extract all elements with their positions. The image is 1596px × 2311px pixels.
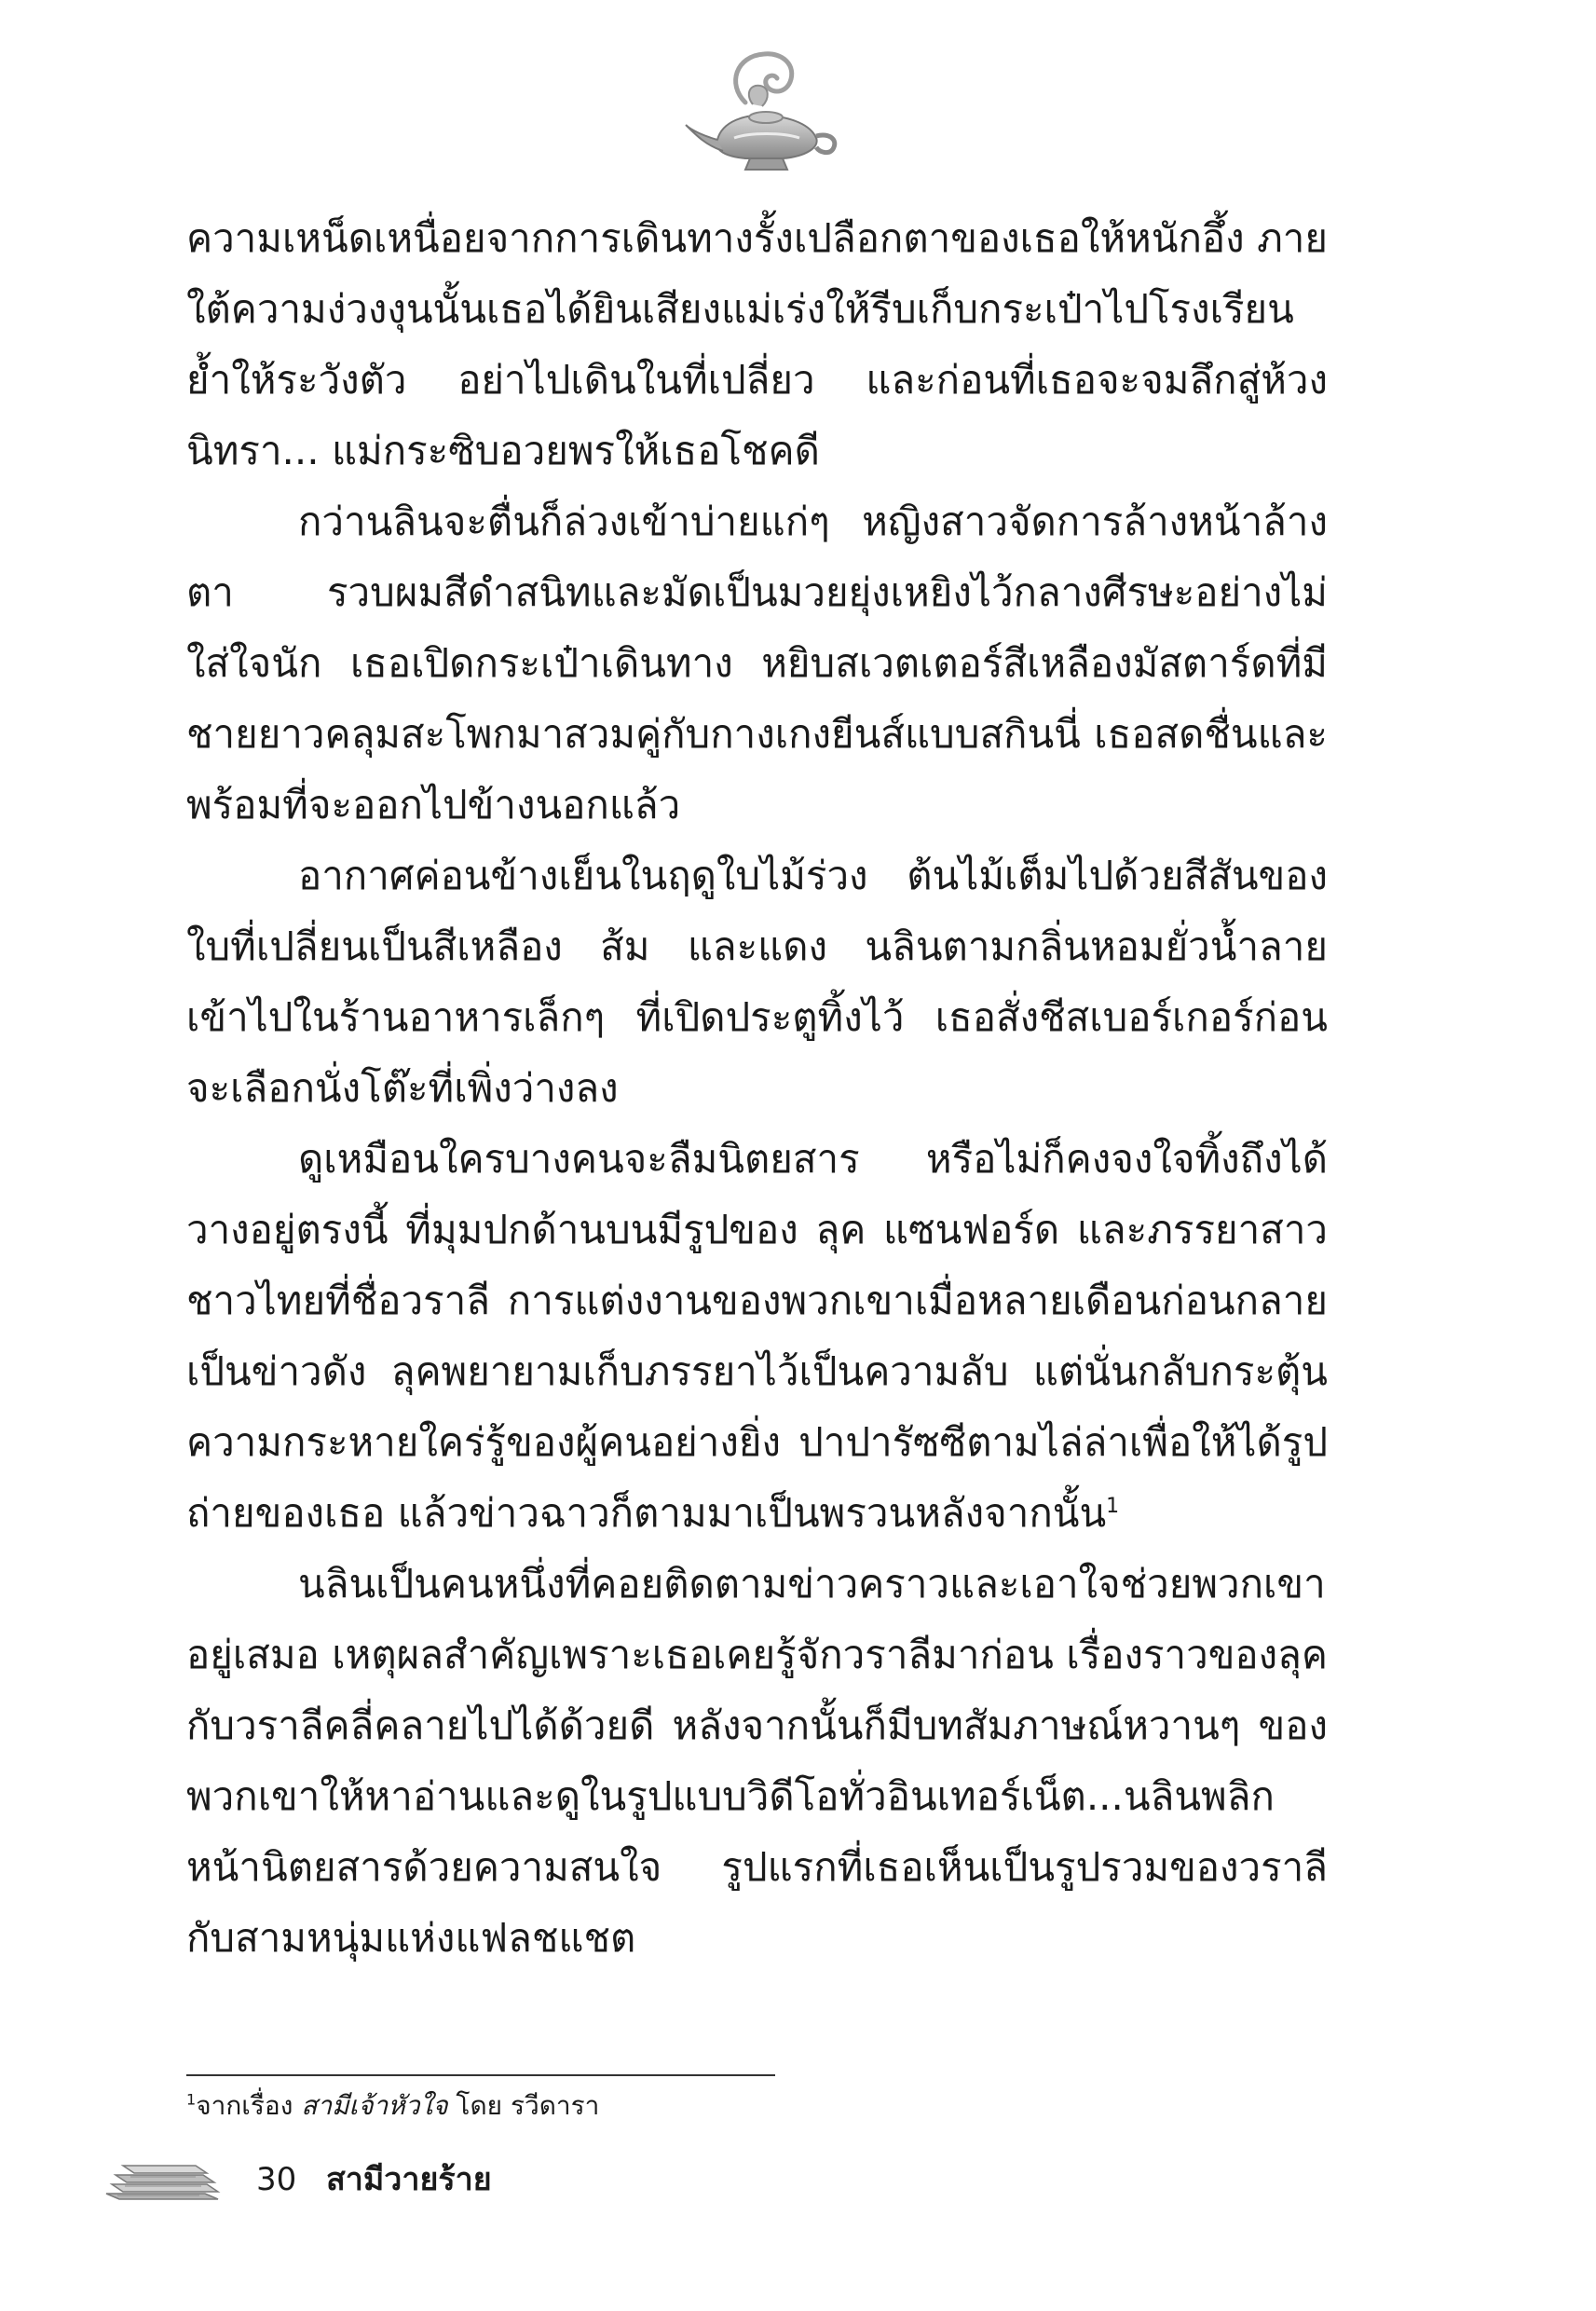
page-footer xyxy=(102,2153,662,2208)
genie-lamp-icon xyxy=(680,47,848,186)
paragraph: กว่านลินจะตื่นก็ล่วงเข้าบ่ายแก่ๆ หญิงสาวจัดการล้างหน้าล้างตา รวบผมสีดำสนิทและมัดเป็นมวยยุ่งเหยิงไว้กลางศีรษะอย่างไม่ใส่ใจนัก เธอเปิดกระเป๋าเดินทาง หยิบสเวตเตอร์สีเหลืองมัสตาร์ดที่มีชายยาวคลุมสะโพกมาสวมคู่กับกางเกงยีนส์แบบสกินนี่ เธอสดชื่นและพร้อมที่จะออกไปข้างนอกแล้ว xyxy=(186,499,1328,827)
footnote-source-title: สามีเจ้าหัวใจ xyxy=(301,2090,448,2121)
footnote-prefix: จากเรื่อง xyxy=(196,2090,302,2121)
footnote-number: 1 xyxy=(186,2090,197,2109)
footnote xyxy=(186,2087,599,2125)
paragraph: ความเหน็ดเหนื่อยจากการเดินทางรั้งเปลือกตาของเธอให้หนักอึ้ง ภายใต้ความง่วงงุนนั้นเธอได้ยินเสียงแม่เร่งให้รีบเก็บกระเป๋าไปโรงเรียน ย้ำให้ระวังตัว อย่าไปเดินในที่เปลี่ยว และก่อนที่เธอจะจมลึกสู่ห้วงนิทรา... แม่กระซิบอวยพรให้เธอโชคดี xyxy=(186,215,1328,473)
footnote-divider xyxy=(186,2074,775,2076)
book-stack-icon xyxy=(102,2156,224,2205)
paragraph: อากาศค่อนข้างเย็นในฤดูใบไม้ร่วง ต้นไม้เต็มไปด้วยสีสันของใบที่เปลี่ยนเป็นสีเหลือง ส้ม และแดง นลินตามกลิ่นหอมยั่วน้ำลายเข้าไปในร้านอาหารเล็กๆ ที่เปิดประตูทิ้งไว้ เธอสั่งชีสเบอร์เกอร์ก่อนจะเลือกนั่งโต๊ะที่เพิ่งว่างลง xyxy=(186,853,1328,1111)
body-text xyxy=(186,203,1328,1974)
paragraph-text: ดูเหมือนใครบางคนจะลืมนิตยสาร หรือไม่ก็คงจงใจทิ้งถึงได้วางอยู่ตรงนี้ ที่มุมปกด้านบนมีรูปของ ลุค แซนฟอร์ด และภรรยาสาวชาวไทยที่ชื่อวราลี การแต่งงานของพวกเขาเมื่อหลายเดือนก่อนกลายเป็นข่าวดัง ลุคพยายามเก็บภรรยาไว้เป็นความลับ แต่นั่นกลับกระตุ้นความกระหายใคร่รู้ของผู้คนอย่างยิ่ง ปาปารัซซีตามไล่ล่าเพื่อให้ได้รูปถ่ายของเธอ แล้วข่าวฉาวก็ตามมาเป็นพรวนหลังจากนั้น xyxy=(186,1136,1328,1536)
book-title: สามีวายร้าย xyxy=(326,2161,492,2198)
footnote-suffix: โดย รวีดารา xyxy=(447,2090,600,2121)
footnote-marker[interactable]: 1 xyxy=(1106,1495,1120,1518)
paragraph: นลินเป็นคนหนึ่งที่คอยติดตามข่าวคราวและเอาใจช่วยพวกเขาอยู่เสมอ เหตุผลสำคัญเพราะเธอเคยรู้จักวราลีมาก่อน เรื่องราวของลุคกับวราลีคลี่คลายไปได้ด้วยดี หลังจากนั้นก็มีบทสัมภาษณ์หวานๆ ของพวกเขาให้หาอ่านและดูในรูปแบบวิดีโอทั่วอินเทอร์เน็ต...นลินพลิกหน้านิตยสารด้วยความสนใจ รูปแรกที่เธอเห็นเป็นรูปรวมของวราลีกับสามหนุ่มแห่งแฟลชแชต xyxy=(186,1561,1328,1961)
paragraph xyxy=(186,1124,1328,1549)
page-number: 30 xyxy=(256,2161,297,2198)
